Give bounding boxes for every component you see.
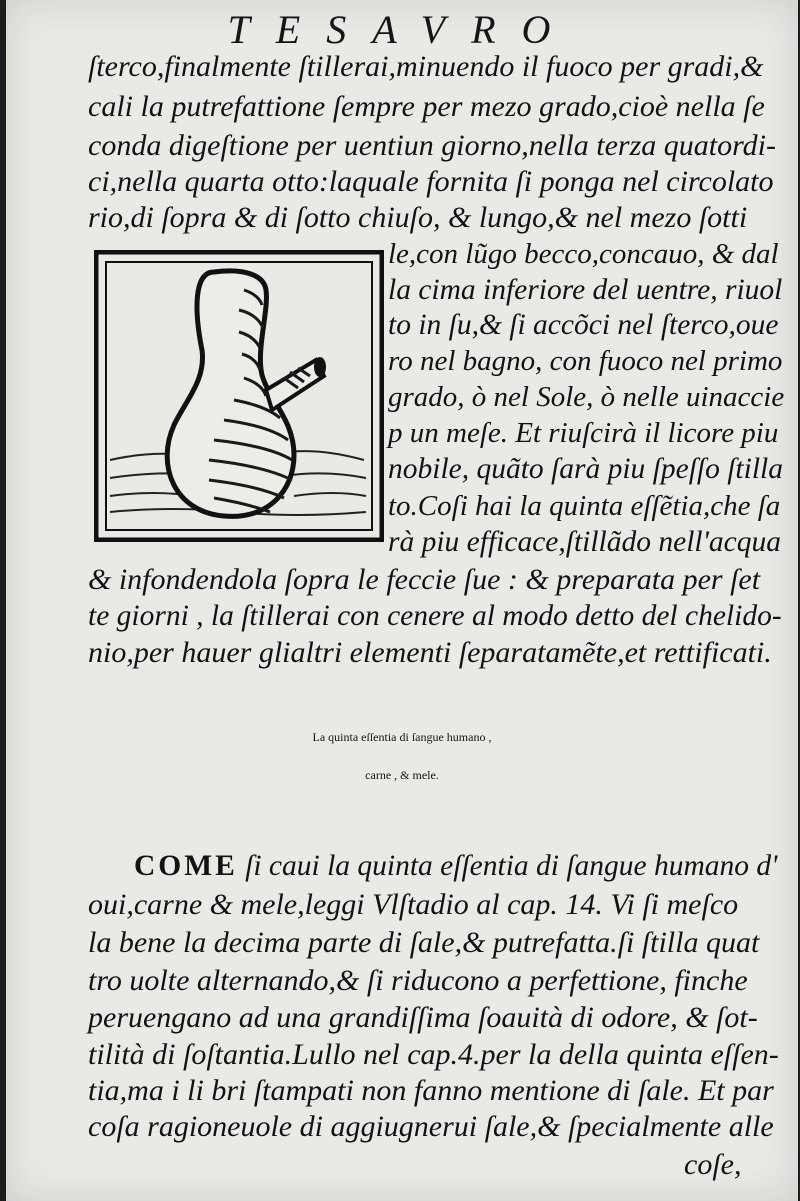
- text-line: rà piu efficace,ſtillãdo nell'acqua: [388, 526, 782, 558]
- catchword: coſe,: [684, 1148, 742, 1181]
- text-line: rio,di ſopra & di ſotto chiuſo, & lungo,& nel mezo ſotti: [88, 201, 748, 234]
- woodcut-flask-illustration: [94, 250, 384, 542]
- text-line: to in ſu,& ſi accõci nel ſterco,oue: [388, 309, 779, 341]
- text-line: tro uolte alternando,& ſi riducono a perfettione, finche: [88, 964, 748, 997]
- text-line: ſterco,finalmente ſtillerai,minuendo il fuoco per gradi,&: [88, 50, 764, 83]
- text-line: tilità di ſoſtantia.Lullo nel cap.4.per la della quinta eſſen-: [88, 1038, 779, 1071]
- text-line: to.Coſi hai la quinta eſſẽtia,che ſa: [388, 490, 781, 522]
- first-line-rest: ſi caui la quinta eſſentia di ſangue humano d': [245, 850, 778, 882]
- text-line: la bene la decima parte di ſale,& putrefatta.ſi ſtilla quat: [88, 926, 760, 959]
- text-line: le,con lũgo becco,concauo, & dal: [388, 238, 779, 270]
- text-line: nio,per hauer glialtri elementi ſeparatamẽte,et rettificati.: [88, 636, 772, 669]
- text-line: nobile, quãto ſarà piu ſpeſſo ſtilla: [388, 453, 783, 485]
- running-head: TESAVRO: [227, 7, 577, 52]
- text-line: cali la putrefattione ſempre per mezo grado,cioè nella ſe: [88, 90, 765, 123]
- section-heading-line2: carne , & mele.: [365, 768, 439, 782]
- text-line: tia,ma i li bri ſtampati non fanno mentione di ſale. Et par: [88, 1074, 774, 1107]
- text-line: coſa ragioneuole di aggiugnerui ſale,& ſpecialmente alle: [88, 1110, 774, 1143]
- text-line: ro nel bagno, con fuoco nel primo: [388, 345, 783, 377]
- text-line: grado, ò nel Sole, ò nelle uinaccie: [388, 381, 785, 413]
- initial-word: COME: [134, 850, 238, 882]
- text-line: & infondendola ſopra le feccie ſue : & preparata per ſet: [88, 563, 761, 596]
- text-line: ci,nella quarta otto:laquale fornita ſi ponga nel circolato: [88, 165, 774, 198]
- text-line: peruengano ad una grandiſſima ſoauità di odore, & ſot-: [88, 1001, 758, 1034]
- text-line: conda digeſtione per uentiun giorno,nella terza quatordi-: [88, 129, 776, 162]
- text-line-first: [134, 852, 778, 882]
- text-line: la cima inferiore del uentre, riuol: [388, 274, 783, 306]
- text-line: te giorni , la ſtillerai con cenere al modo detto del chelido-: [88, 600, 782, 632]
- book-page: [6, 0, 798, 1201]
- text-line: p un meſe. Et riuſcirà il licore piu: [388, 417, 779, 449]
- section-heading: La quinta eſſentia di ſangue humano ,: [312, 730, 492, 744]
- text-line: oui,carne & mele,leggi Vlſtadio al cap. 14. Vi ſi meſco: [88, 888, 739, 921]
